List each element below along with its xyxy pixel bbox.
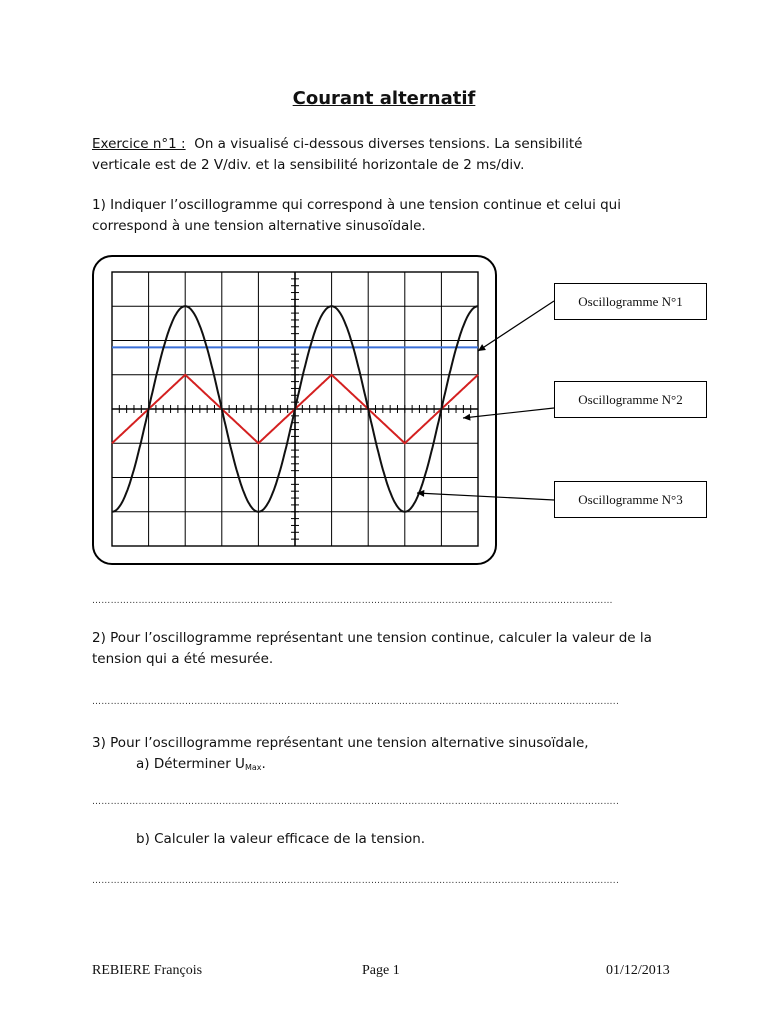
- question-1-line2: correspond à une tension alternative sinusoïdale.: [92, 218, 426, 234]
- question-3a-prefix: a) Déterminer U: [136, 756, 245, 772]
- label-oscillogramme-3: Oscillogramme N°3: [554, 481, 707, 518]
- question-2-line1: 2) Pour l’oscillogramme représentant une tension continue, calculer la valeur de la: [92, 630, 652, 646]
- question-3a-sub: Max: [244, 763, 262, 772]
- answer-line-2[interactable]: ……………………………………………………………………………………………………………………………………………………..: [92, 697, 620, 707]
- question-1-line1: 1) Indiquer l’oscillogramme qui correspond à une tension continue et celui qui: [92, 197, 621, 213]
- question-3a: [92, 754, 742, 778]
- exercise-intro-line2: verticale est de 2 V/div. et la sensibilité horizontale de 2 ms/div.: [92, 157, 525, 173]
- arrow-oscillogramme-1: [478, 301, 554, 351]
- answer-line-3[interactable]: ……………………………………………………………………………………………………………………………………………………..: [92, 797, 620, 807]
- page-title: Courant alternatif: [292, 88, 476, 109]
- question-2-line2: tension qui a été mesurée.: [92, 651, 274, 667]
- arrow-oscillogramme-3: [417, 493, 554, 500]
- footer-page: Page 1: [362, 963, 400, 978]
- label-arrows: [417, 301, 554, 500]
- exercise-label: Exercice n°1 :: [92, 136, 186, 152]
- question-3: [92, 733, 742, 778]
- question-3b: b) Calculer la valeur efficace de la tension.: [136, 831, 426, 847]
- arrow-oscillogramme-2-head: [463, 414, 471, 421]
- exercise-intro-line1: On a visualisé ci-dessous diverses tensions. La sensibilité: [194, 136, 583, 152]
- question-3-line1: 3) Pour l’oscillogramme représentant une tension alternative sinusoïdale,: [92, 735, 589, 751]
- answer-line-4[interactable]: ……………………………………………………………………………………………………………………………………………………..: [92, 876, 620, 886]
- label-oscillogramme-2: Oscillogramme N°2: [554, 381, 707, 418]
- footer-date: 01/12/2013: [606, 963, 670, 978]
- answer-line-1[interactable]: ……………………………………………………………………………………………………………………………………………………: [92, 596, 613, 606]
- label-oscillogramme-1: Oscillogramme N°1: [554, 283, 707, 320]
- footer-author: REBIERE François: [92, 963, 203, 978]
- question-2: [92, 628, 742, 670]
- arrow-oscillogramme-1-head: [478, 344, 486, 351]
- question-3a-suffix: .: [261, 756, 266, 772]
